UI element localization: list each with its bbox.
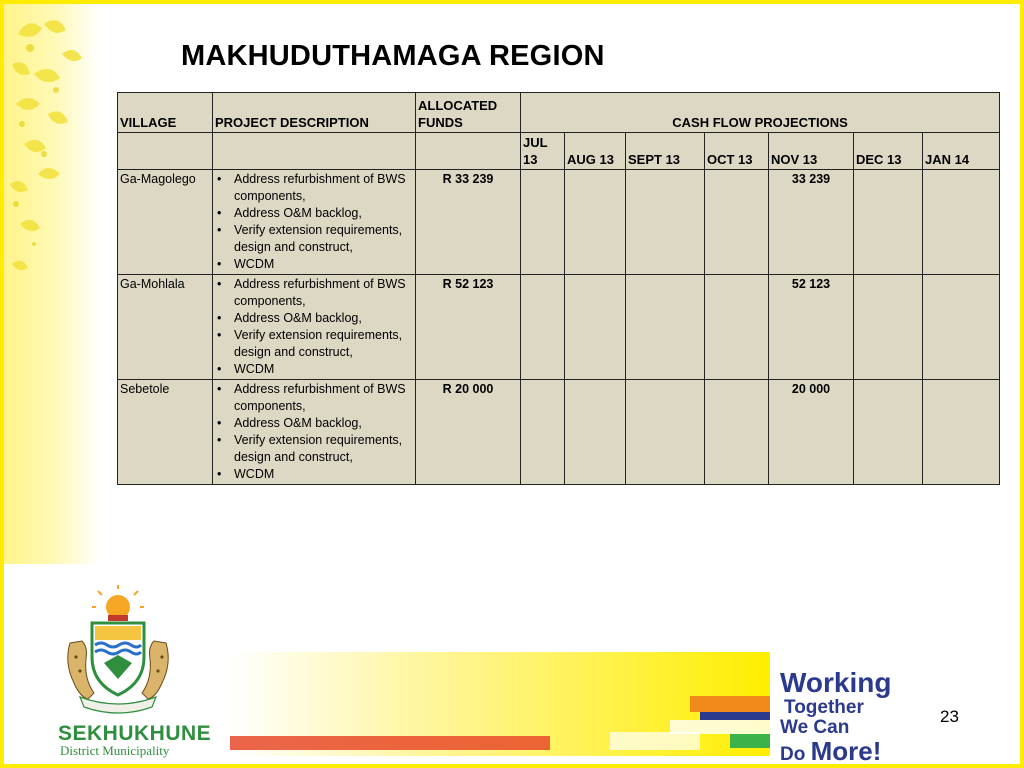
color-bars-icon <box>230 652 770 756</box>
header-project-description: PROJECT DESCRIPTION <box>213 93 416 133</box>
cash-cell <box>923 380 1000 485</box>
description-bullet: • Address refurbishment of BWS components, <box>215 171 413 205</box>
description-cell <box>213 380 416 485</box>
cash-cell <box>626 380 705 485</box>
subheader-empty <box>213 133 416 170</box>
projects-table <box>117 92 1000 485</box>
cash-cell <box>854 170 923 275</box>
table-row <box>118 380 1000 485</box>
month-header: JUL 13 <box>521 133 565 170</box>
description-bullet: • Address O&M backlog, <box>215 310 413 327</box>
cash-cell <box>923 170 1000 275</box>
description-cell <box>213 275 416 380</box>
logo-name: SEKHUKHUNE <box>58 722 212 745</box>
description-bullet: • Verify extension requirements, design and construct, <box>215 432 413 466</box>
header-village: VILLAGE <box>118 93 213 133</box>
page-number: 23 <box>940 707 959 726</box>
description-bullet: • WCDM <box>215 361 413 378</box>
cash-cell: 20 000 <box>769 380 854 485</box>
allocated-cell: R 52 123 <box>416 275 521 380</box>
description-cell <box>213 170 416 275</box>
cash-cell: 33 239 <box>769 170 854 275</box>
description-bullet: • Verify extension requirements, design and construct, <box>215 327 413 361</box>
cash-cell <box>521 380 565 485</box>
cash-cell <box>705 275 769 380</box>
slogan <box>780 668 920 768</box>
village-cell: Sebetole <box>118 380 213 485</box>
cash-cell <box>626 170 705 275</box>
cash-cell <box>705 380 769 485</box>
cash-cell <box>854 275 923 380</box>
cash-cell <box>854 380 923 485</box>
cash-cell <box>923 275 1000 380</box>
left-decoration <box>4 4 100 564</box>
cash-cell <box>521 275 565 380</box>
slogan-line-4 <box>780 738 920 768</box>
description-bullet: • Address O&M backlog, <box>215 205 413 222</box>
description-bullet: • WCDM <box>215 466 413 483</box>
village-cell: Ga-Mohlala <box>118 275 213 380</box>
cash-cell <box>565 380 626 485</box>
description-bullet: • Verify extension requirements, design and construct, <box>215 222 413 256</box>
month-header: SEPT 13 <box>626 133 705 170</box>
month-header: JAN 14 <box>923 133 1000 170</box>
slogan-line-3: We Can <box>780 717 850 738</box>
cash-cell <box>565 275 626 380</box>
allocated-cell: R 20 000 <box>416 380 521 485</box>
header-cash-flow: CASH FLOW PROJECTIONS <box>521 93 1000 133</box>
cash-cell <box>626 275 705 380</box>
month-header: AUG 13 <box>565 133 626 170</box>
slogan-line-1: Working <box>780 667 892 698</box>
allocated-cell: R 33 239 <box>416 170 521 275</box>
month-header: NOV 13 <box>769 133 854 170</box>
bottom-color-band <box>230 652 770 756</box>
cash-cell <box>565 170 626 275</box>
description-bullet: • WCDM <box>215 256 413 273</box>
table-row <box>118 275 1000 380</box>
header-allocated-funds: ALLOCATED FUNDS <box>416 93 521 133</box>
month-header: OCT 13 <box>705 133 769 170</box>
slogan-do: Do <box>780 744 806 765</box>
logo-subtitle: District Municipality <box>60 743 170 758</box>
slogan-more: More! <box>810 736 882 766</box>
subheader-empty <box>416 133 521 170</box>
leaf-pattern-icon <box>4 4 100 564</box>
table-row <box>118 170 1000 275</box>
description-bullet: • Address O&M backlog, <box>215 415 413 432</box>
subheader-empty <box>118 133 213 170</box>
page-title: MAKHUDUTHAMAGA REGION <box>181 40 605 72</box>
slogan-line-2: Together <box>784 697 864 718</box>
description-bullet: • Address refurbishment of BWS components, <box>215 381 413 415</box>
month-header: DEC 13 <box>854 133 923 170</box>
description-bullet: • Address refurbishment of BWS components, <box>215 276 413 310</box>
coat-of-arms-icon <box>52 585 202 720</box>
cash-cell <box>521 170 565 275</box>
cash-cell <box>705 170 769 275</box>
cash-cell: 52 123 <box>769 275 854 380</box>
village-cell: Ga-Magolego <box>118 170 213 275</box>
